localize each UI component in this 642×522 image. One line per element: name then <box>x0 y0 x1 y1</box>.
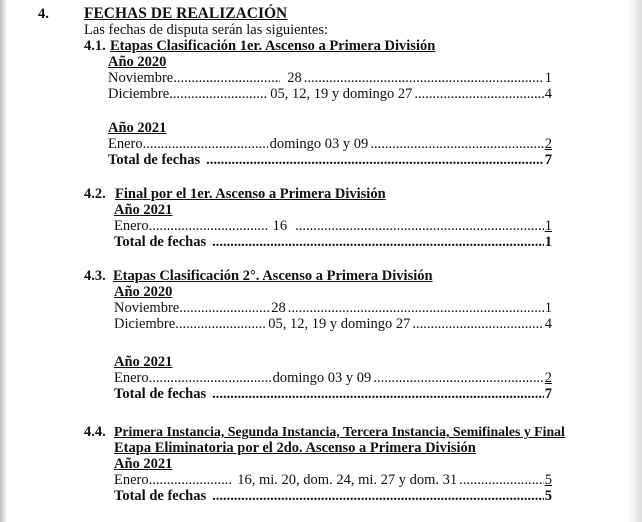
dot-leader <box>412 316 543 332</box>
year-heading: Año 2020 <box>108 54 167 70</box>
dot-leader <box>149 218 269 234</box>
dates-count: 2 <box>544 136 552 152</box>
dates-text: 05, 12, 19 y domingo 27 <box>270 86 413 102</box>
month-label: Enero <box>114 218 149 234</box>
subsection-4-4-title-line1: Primera Instancia, Segunda Instancia, Tercera Instancia, Semifinales y Final <box>114 424 565 439</box>
month-label: Diciembre <box>108 86 170 102</box>
page-left-shadow <box>0 0 6 522</box>
dates-text: domingo 03 y 09 <box>272 370 372 386</box>
total-row <box>108 152 552 168</box>
dot-leader <box>295 218 544 234</box>
year-heading: Año 2021 <box>114 202 173 218</box>
schedule-row <box>114 370 552 386</box>
dates-text: 16, mi. 20, dom. 24, mi. 27 y dom. 31 <box>237 472 458 488</box>
dates-text: 16 <box>272 218 288 234</box>
dot-leader <box>175 316 266 332</box>
schedule-row <box>108 136 552 152</box>
section-number: 4. <box>38 6 49 22</box>
dates-count: 4 <box>544 86 552 102</box>
dot-leader <box>173 70 280 86</box>
dot-leader <box>459 472 544 488</box>
subsection-4-3-title: Etapas Clasificación 2°. Ascenso a Primera División <box>113 268 433 284</box>
total-label: Total de fechas <box>114 234 207 250</box>
schedule-row <box>114 300 552 316</box>
dot-leader <box>304 70 544 86</box>
schedule-row <box>108 86 552 102</box>
total-row <box>114 488 552 504</box>
year-heading: Año 2021 <box>114 456 173 472</box>
year-heading: Año 2021 <box>114 354 173 370</box>
subsection-4-2-title: Final por el 1er. Ascenso a Primera División <box>115 186 386 202</box>
dates-text: domingo 03 y 09 <box>269 136 369 152</box>
dot-leader <box>373 370 543 386</box>
total-count: 7 <box>544 386 552 402</box>
dates-text: 28 <box>271 300 286 316</box>
dates-text: 05, 12, 19 y domingo 27 <box>268 316 411 332</box>
total-label: Total de fechas <box>114 488 207 504</box>
dot-leader <box>212 386 544 402</box>
dot-leader <box>212 234 544 250</box>
dot-leader <box>143 136 268 152</box>
dot-leader <box>149 370 271 386</box>
page-right-shadow <box>628 0 642 522</box>
schedule-row <box>114 218 552 234</box>
month-label: Enero <box>108 136 143 152</box>
total-row <box>114 386 552 402</box>
total-label: Total de fechas <box>114 386 207 402</box>
total-count: 1 <box>544 234 552 250</box>
dot-leader <box>179 300 269 316</box>
total-label: Total de fechas <box>108 152 201 168</box>
year-heading: Año 2021 <box>108 120 167 136</box>
dates-text: 28 <box>287 70 302 86</box>
dates-count: 1 <box>544 300 552 316</box>
month-label: Enero <box>114 472 149 488</box>
total-row <box>114 234 552 250</box>
subsection-4-3-number: 4.3. <box>84 268 106 284</box>
dot-leader <box>288 300 544 316</box>
month-label: Noviembre <box>108 70 174 86</box>
subsection-4-4-title-line2: Etapa Eliminatoria por el 2do. Ascenso a Primera División <box>114 440 476 456</box>
month-label: Diciembre <box>114 316 176 332</box>
dates-count: 4 <box>544 316 552 332</box>
dot-leader <box>206 152 544 168</box>
dates-count: 1 <box>544 70 552 86</box>
dates-count: 5 <box>544 472 553 488</box>
year-heading: Año 2020 <box>114 284 173 300</box>
schedule-row <box>108 70 552 86</box>
subsection-4-1-title: Etapas Clasificación 1er. Ascenso a Primera División <box>110 38 436 54</box>
subsection-4-4-number: 4.4. <box>84 424 106 440</box>
dates-count: 2 <box>544 370 552 386</box>
total-count: 5 <box>544 488 552 504</box>
schedule-row <box>114 472 552 488</box>
dot-leader <box>212 488 544 504</box>
section-intro: Las fechas de disputa serán las siguientes: <box>84 22 329 38</box>
subsection-4-1-number: 4.1. <box>84 38 106 54</box>
schedule-row <box>114 316 552 332</box>
dot-leader <box>414 86 543 102</box>
dot-leader <box>169 86 268 102</box>
subsection-4-2-number: 4.2. <box>84 186 106 202</box>
month-label: Enero <box>114 370 149 386</box>
dot-leader <box>370 136 543 152</box>
dot-leader <box>149 472 234 488</box>
total-count: 7 <box>544 152 552 168</box>
dates-count: 1 <box>544 218 552 234</box>
month-label: Noviembre <box>114 300 180 316</box>
section-title: FECHAS DE REALIZACIÓN <box>84 5 288 22</box>
